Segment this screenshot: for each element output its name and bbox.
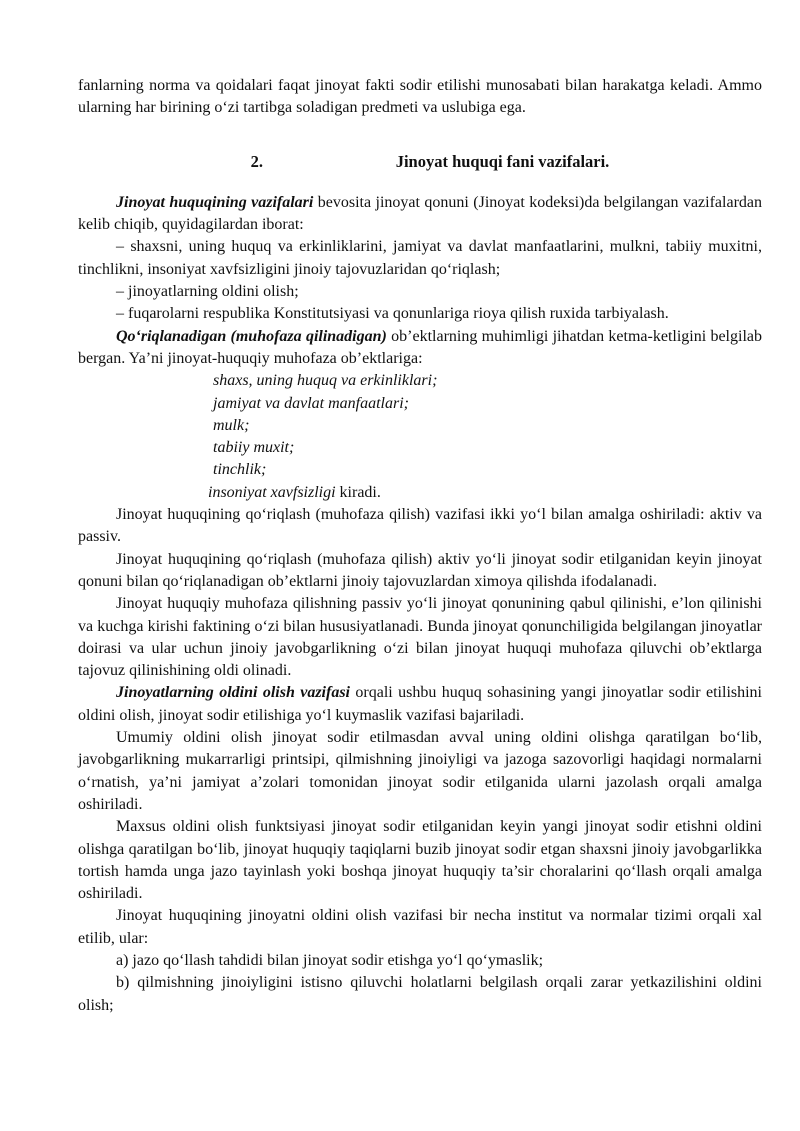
paragraph-protected-objects-text: ob’ektlarning muhimligi jihatdan ketma-ketligini belgilab bergan. Ya’ni jinoyat-huquqiy muhofaza ob’ektlariga: bbox=[78, 327, 762, 367]
bullet-prevent: – jinoyatlarning oldini olish; bbox=[116, 283, 299, 301]
paragraph-general-prevention: Umumiy oldini olish jinoyat sodir etilmasdan avval uning oldini olishga qaratilgan bo‘lib, javobgarlikning mukarrarligi printsipi, qilmishning jinoiyligi va jazoga sazovorligi haqidagi normalarni o‘rnatish, ya’ni jamiyat a’zolari tomonidan jinoyat sodir etilganida ularni jazolash orqali amalga oshiriladi. bbox=[78, 729, 762, 813]
paragraph-institutes: Jinoyat huquqining jinoyatni oldini olish vazifasi bir necha institut va normalar tizimi orqali xal etilib, ular: bbox=[78, 907, 762, 947]
paragraph-prevention bbox=[78, 682, 762, 727]
paragraph-two-ways: Jinoyat huquqining qo‘riqlash (muhofaza qilish) vazifasi ikki yo‘l bilan amalga oshiriladi: aktiv va passiv. bbox=[78, 506, 762, 546]
document-page bbox=[78, 75, 762, 1017]
protected-objects-list bbox=[208, 370, 762, 504]
bullet-educate: – fuqarolarni respublika Konstitutsiyasi va qonunlariga rioya qilish ruxida tarbiyalash. bbox=[116, 305, 669, 323]
term-protected: Qo‘riqlanadigan (muhofaza qilinadigan) bbox=[116, 327, 387, 345]
list-item-last bbox=[208, 482, 762, 504]
bullet-protect: – shaxsni, uning huquq va erkinliklarini, jamiyat va davlat manfaatlarini, mulkni, tabiiy muxitni, tinchlikni, insoniyat xavfsizligini jinoiy tajovuzlaridan qo‘riqlash; bbox=[78, 238, 762, 278]
paragraph-prevention-text: orqali ushbu huquq sohasining yangi jinoyatlar sodir etilishini oldini olish, jinoyat sodir etilishiga yo‘l kuymaslik vazifasi bajariladi. bbox=[78, 684, 763, 724]
list-item: mulk; bbox=[213, 416, 250, 434]
item-b: b) qilmishning jinoiyligini istisno qiluvchi holatlarni belgilash orqali zarar yetkazilishini oldini olish; bbox=[78, 974, 762, 1014]
section-number: 2. bbox=[250, 151, 263, 171]
paragraph-special-prevention: Maxsus oldini olish funktsiyasi jinoyat sodir etilganidan keyin yangi jinoyat sodir etishni oldini olishga qaratilgan bo‘lib, jinoyat huquqiy taqiqlarni buzib jinoyat sodir etgan shaxsni jinoiy javobgarlikka tortish hamda unga jazo tayinlash yoki boshqa jinoyat huquqiy ta’sir choralarini qo‘llash orqali amalga oshiriladi. bbox=[78, 818, 762, 903]
list-item-last-plain: kiradi. bbox=[335, 483, 381, 501]
section-title: Jinoyat huquqi fani vazifalari. bbox=[395, 151, 610, 171]
paragraph-intro-continuation: fanlarning norma va qoidalari faqat jinoyat fakti sodir etilishi munosabati bilan harakatga keladi. Ammo ularning har birining o‘zi tartibga soladigan predmeti va uslubiga ega. bbox=[78, 77, 762, 117]
paragraph-tasks-intro-text: bevosita jinoyat qonuni (Jinoyat kodeksi)da belgilangan vazifalardan kelib chiqib, quyidagilardan iborat: bbox=[78, 193, 762, 234]
list-item: shaxs, uning huquq va erkinliklari; bbox=[213, 372, 438, 390]
list-item-last-italic: insoniyat xavfsizligi bbox=[208, 483, 336, 501]
section-heading bbox=[78, 151, 762, 173]
list-item: tabiiy muxit; bbox=[213, 439, 295, 457]
list-item: tinchlik; bbox=[213, 461, 267, 479]
paragraph-protected-objects bbox=[78, 326, 762, 371]
list-item: jamiyat va davlat manfaatlari; bbox=[213, 394, 409, 412]
paragraph-active-way: Jinoyat huquqining qo‘riqlash (muhofaza qilish) aktiv yo‘li jinoyat sodir etilganidan keyin jinoyat qonuni bilan qo‘riqlanadigan ob’ektlarni jinoiy tajovuzlardan ximoya qilishda ifodalanadi. bbox=[78, 550, 762, 590]
paragraph-passive-way: Jinoyat huquqiy muhofaza qilishning passiv yo‘li jinoyat qonunining qabul qilinishi, e’lon qilinishi va kuchga kirishi faktining o‘zi bilan hususiyatlanadi. Bunda jinoyat qonunchiligida belgilangan jinoyatlar doirasi va ular uchun jinoiy javobgarlikning o‘zi bilan jinoyat huquqi muhofaza qiluvchi ob’ektlarga tajovuz qilinishining oldi olinadi. bbox=[78, 595, 762, 680]
term-tasks: Jinoyat huquqining vazifalari bbox=[116, 193, 314, 211]
item-a: a) jazo qo‘llash tahdidi bilan jinoyat sodir etishga yo‘l qo‘ymaslik; bbox=[116, 951, 544, 969]
term-prevention: Jinoyatlarning oldini olish vazifasi bbox=[116, 684, 351, 702]
paragraph-tasks-intro bbox=[78, 192, 762, 237]
